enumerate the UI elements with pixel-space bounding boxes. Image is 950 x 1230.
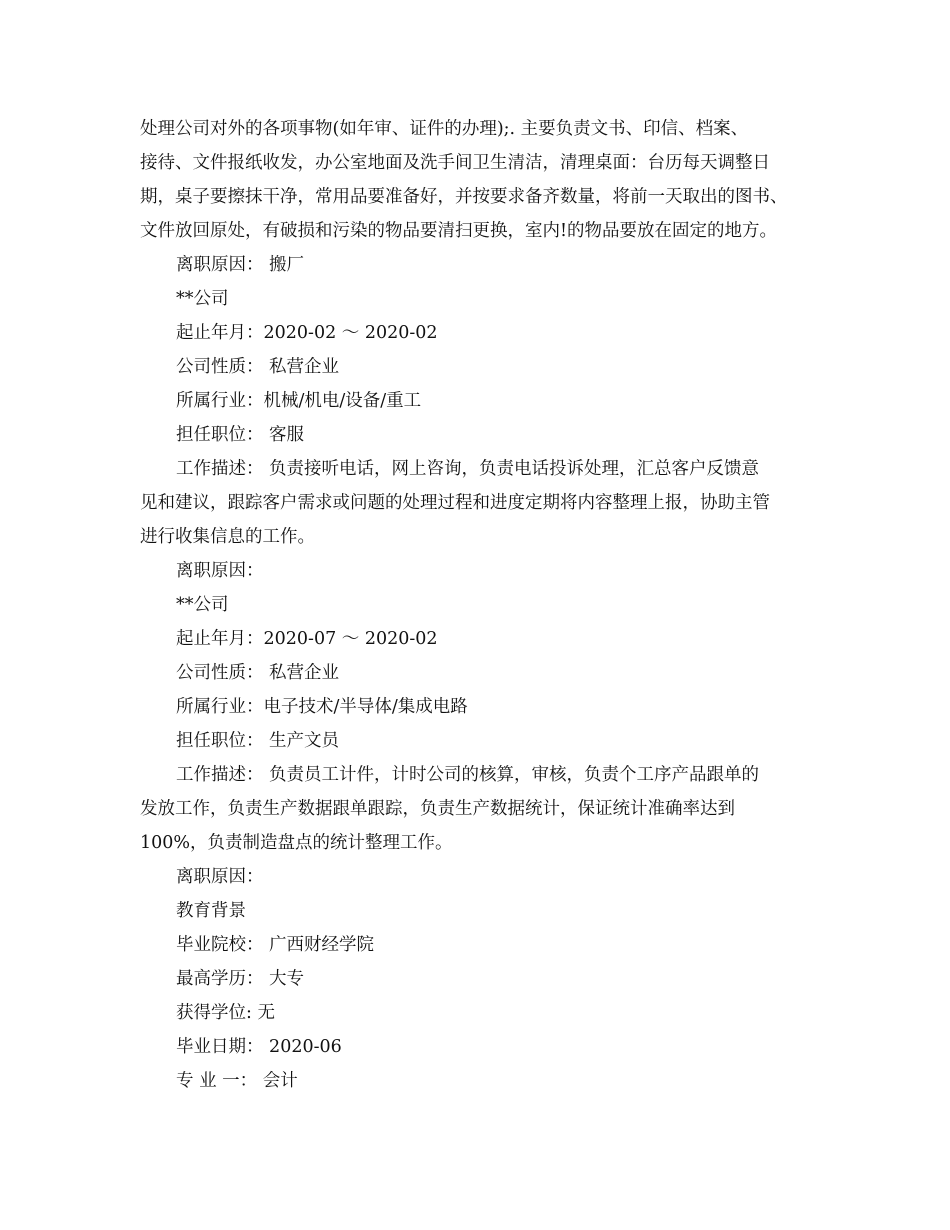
job2-leave-reason: 离职原因：: [176, 867, 264, 887]
job2-industry: 所属行业：电子技术/半导体/集成电路: [176, 697, 468, 717]
job2-desc-line-1: 工作描述： 负责员工计件，计时公司的核算，审核，负责个工序产品跟单的: [176, 765, 760, 785]
job1-nature: 公司性质： 私营企业: [176, 357, 340, 377]
education-grad-date: 毕业日期： 2020-06: [176, 1037, 342, 1057]
job2-desc-line-2: 发放工作，负责生产数据跟单跟踪，负责生产数据统计，保证统计准确率达到: [140, 799, 735, 819]
intro-line-2: 接待、文件报纸收发，办公室地面及洗手间卫生清洁，清理桌面：台历每天调整日: [140, 153, 770, 173]
job1-desc-line-3: 进行收集信息的工作。: [140, 527, 315, 547]
intro-line-3: 期，桌子要擦抹干净，常用品要准备好，并按要求备齐数量，将前一天取出的图书、: [140, 187, 788, 207]
job1-desc-line-1: 工作描述： 负责接听电话，网上咨询，负责电话投诉处理，汇总客户反馈意: [176, 459, 760, 479]
intro-line-4: 文件放回原处，有破损和污染的物品要清扫更换，室内!的物品要放在固定的地方。: [140, 221, 778, 241]
job1-period: 起止年月：2020-02 ～ 2020-02: [176, 323, 438, 343]
job1-desc-line-2: 见和建议，跟踪客户需求或问题的处理过程和进度定期将内容整理上报，协助主管: [140, 493, 770, 513]
intro-leave-reason: 离职原因： 搬厂: [176, 255, 305, 275]
education-degree-level: 最高学历： 大专: [176, 969, 305, 989]
education-major: 专 业 一： 会计: [176, 1071, 298, 1091]
job1-leave-reason: 离职原因：: [176, 561, 264, 581]
job1-position: 担任职位： 客服: [176, 425, 305, 445]
job2-period: 起止年月：2020-07 ～ 2020-02: [176, 629, 438, 649]
intro-line-1: 处理公司对外的各项事物(如年审、证件的办理);. 主要负责文书、印信、档案、: [140, 119, 749, 139]
job2-position: 担任职位： 生产文员: [176, 731, 340, 751]
education-heading: 教育背景: [176, 901, 246, 921]
job2-desc-line-3: 100%，负责制造盘点的统计整理工作。: [140, 833, 453, 853]
job2-company: **公司: [176, 595, 229, 615]
education-school: 毕业院校： 广西财经学院: [176, 935, 375, 955]
job1-industry: 所属行业：机械/机电/设备/重工: [176, 391, 422, 411]
education-degree: 获得学位: 无: [176, 1003, 275, 1023]
job1-company: **公司: [176, 289, 229, 309]
job2-nature: 公司性质： 私营企业: [176, 663, 340, 683]
